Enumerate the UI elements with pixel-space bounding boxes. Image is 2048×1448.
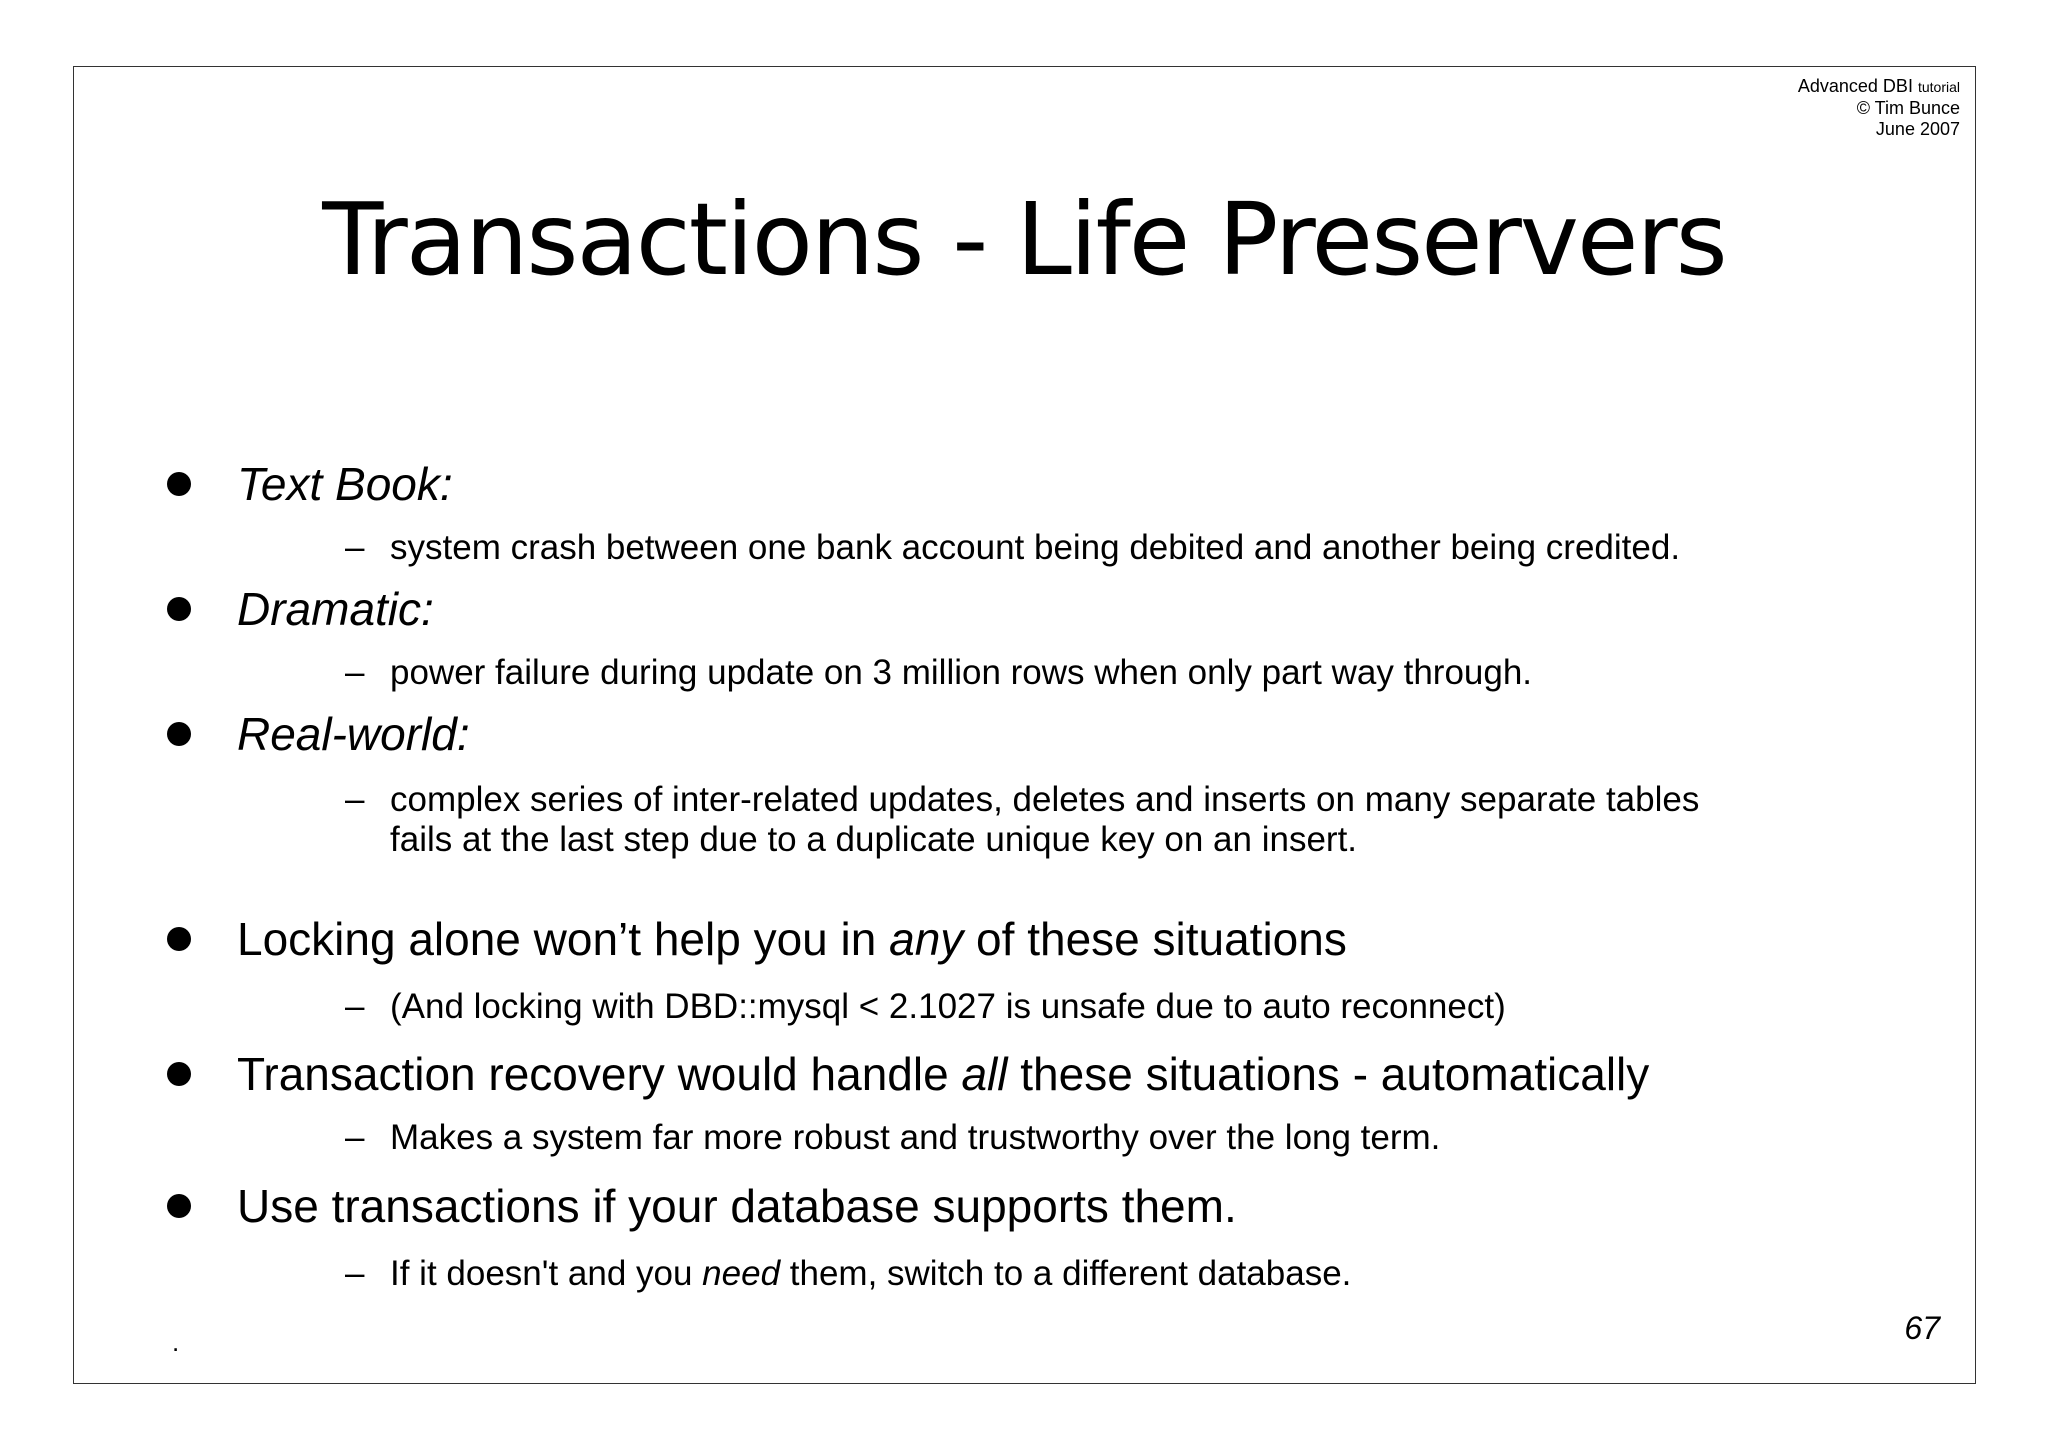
dash-icon: – [345, 780, 365, 819]
bullet-text-post: of these situations [963, 913, 1347, 965]
sub-bullet [345, 780, 1700, 860]
sub-bullet [345, 987, 1506, 1027]
bullet-locking [237, 913, 1347, 965]
bullet-dot-icon [167, 722, 191, 746]
bullet-dot-icon [167, 1194, 191, 1218]
header-info [1798, 76, 1960, 140]
bullet-dot-icon [167, 1062, 191, 1086]
bullet-text-post: these situations - automatically [1007, 1048, 1650, 1100]
bullet-dot-icon [167, 597, 191, 621]
bullet-dot-icon [167, 927, 191, 951]
dash-icon: – [345, 987, 365, 1026]
sub-bullet-text: Makes a system far more robust and trustworthy over the long term. [390, 1118, 1441, 1157]
sub-bullet-text: complex series of inter-related updates, deletes and inserts on many separate tables [390, 780, 1700, 819]
bullet-text-emphasis: all [961, 1048, 1008, 1100]
bullet-text-pre: Locking alone won’t help you in [237, 913, 890, 965]
sub-bullet-text-post: them, switch to a different database. [780, 1254, 1352, 1293]
bullet-dramatic [237, 583, 434, 635]
dash-icon: – [345, 1254, 365, 1293]
bullet-label: Text Book: [237, 458, 453, 510]
sub-bullet-text-emphasis: need [702, 1254, 781, 1293]
sub-bullet [345, 653, 1533, 693]
bullet-text-book [237, 458, 453, 510]
bullet-label: Dramatic: [237, 583, 434, 635]
sub-bullet-text: system crash between one bank account being debited and another being credited. [390, 528, 1681, 567]
footer-mark: . [172, 1327, 180, 1357]
dash-icon: – [345, 1118, 365, 1157]
sub-bullet [345, 1118, 1441, 1158]
bullet-dot-icon [167, 472, 191, 496]
slide-title: Transactions - Life Preservers [322, 181, 1726, 298]
sub-bullet-text: power failure during update on 3 million rows when only part way through. [390, 653, 1533, 692]
bullet-text-emphasis: any [889, 913, 964, 965]
page-number: 67 [1904, 1310, 1940, 1346]
header-date: June 2007 [1875, 119, 1960, 139]
header-course-suffix: tutorial [1917, 79, 1960, 95]
bullet-label: Use transactions if your database supports them. [237, 1180, 1237, 1232]
sub-bullet-text: fails at the last step due to a duplicate unique key on an insert. [390, 820, 1358, 859]
bullet-use-transactions [237, 1180, 1237, 1232]
bullet-label: Real-world: [237, 708, 470, 760]
dash-icon: – [345, 528, 365, 567]
sub-bullet-text: (And locking with DBD::mysql < 2.1027 is unsafe due to auto reconnect) [390, 987, 1506, 1026]
header-author: © Tim Bunce [1856, 98, 1960, 118]
sub-bullet-text-pre: If it doesn't and you [390, 1254, 703, 1293]
bullet-text-pre: Transaction recovery would handle [237, 1048, 962, 1100]
header-course: Advanced DBI [1797, 76, 1913, 96]
sub-bullet [345, 528, 1681, 568]
bullet-real-world [237, 708, 470, 760]
sub-bullet [345, 1254, 1352, 1294]
dash-icon: – [345, 653, 365, 692]
header-line-1 [1798, 76, 1960, 98]
bullet-transaction-recovery [237, 1048, 1649, 1100]
